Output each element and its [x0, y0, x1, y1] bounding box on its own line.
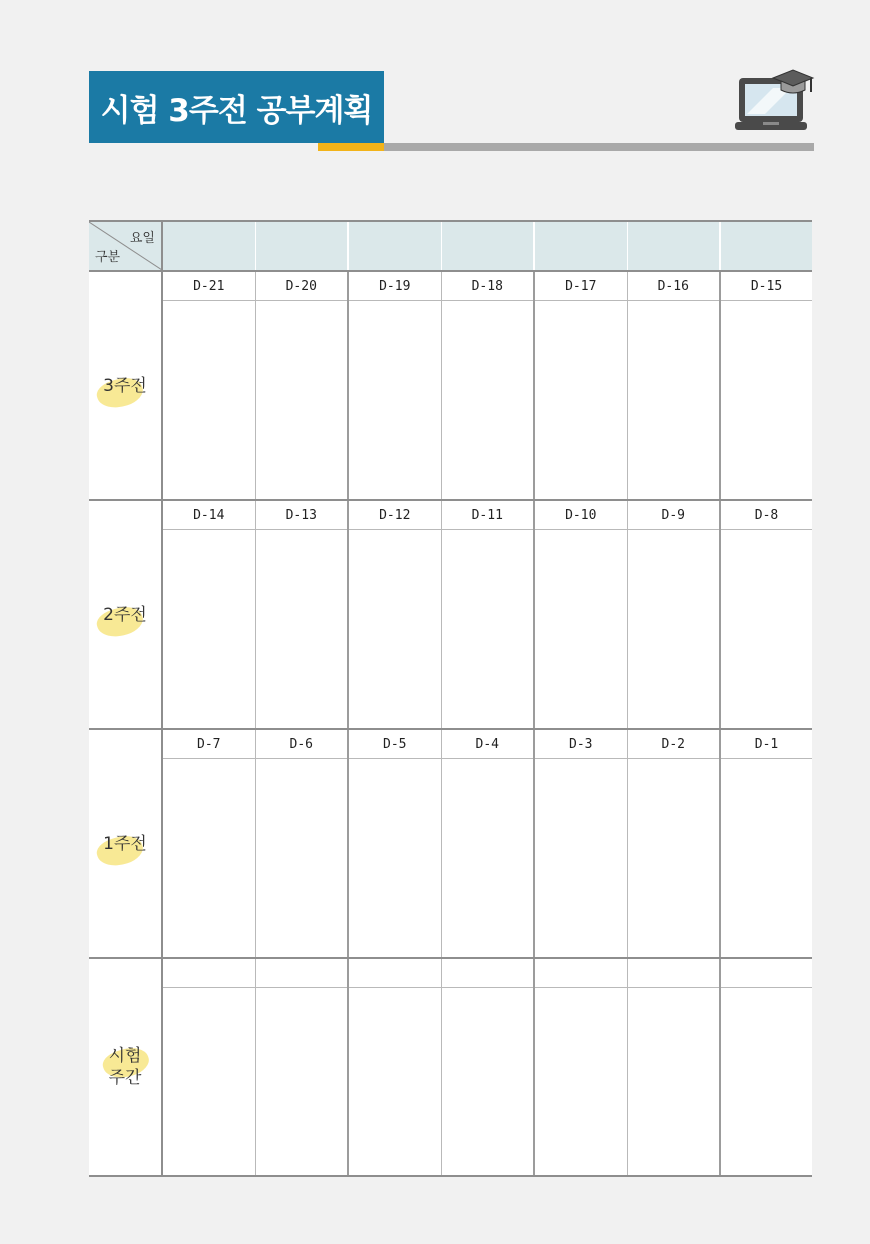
day-countdown-label: D-20: [255, 271, 348, 301]
plan-entry-cell[interactable]: [720, 301, 812, 501]
day-countdown-label: D-3: [534, 729, 627, 759]
day-label-row: [89, 958, 812, 988]
plan-entry-cell[interactable]: [720, 530, 812, 730]
day-countdown-label: [720, 958, 812, 988]
plan-entry-cell[interactable]: [162, 530, 255, 730]
title-underline-rule: [384, 143, 814, 151]
day-countdown-label: D-7: [162, 729, 255, 759]
week-label: [103, 375, 147, 397]
day-countdown-label: [627, 958, 720, 988]
plan-entry-cell[interactable]: [348, 301, 441, 501]
plan-entry-cell[interactable]: [255, 530, 348, 730]
day-countdown-label: [162, 958, 255, 988]
plan-entry-cell[interactable]: [627, 301, 720, 501]
week-label-text: 시험 주간: [108, 1046, 142, 1088]
plan-entry-cell[interactable]: [534, 301, 627, 501]
plan-body-row: [89, 530, 812, 730]
plan-entry-cell[interactable]: [348, 530, 441, 730]
plan-entry-cell[interactable]: [441, 988, 534, 1177]
day-countdown-label: D-21: [162, 271, 255, 301]
day-countdown-label: [348, 958, 441, 988]
page-title: 시험 3주전 공부계획: [89, 71, 384, 143]
day-countdown-label: D-16: [627, 271, 720, 301]
plan-entry-cell[interactable]: [534, 759, 627, 959]
day-countdown-label: [441, 958, 534, 988]
day-countdown-label: [534, 958, 627, 988]
weekday-cell[interactable]: [162, 221, 255, 271]
plan-entry-cell[interactable]: [627, 759, 720, 959]
day-label-row: [89, 500, 812, 530]
weekday-cell[interactable]: [255, 221, 348, 271]
day-countdown-label: D-11: [441, 500, 534, 530]
day-label-row: [89, 271, 812, 301]
day-countdown-label: D-8: [720, 500, 812, 530]
day-countdown-label: D-19: [348, 271, 441, 301]
plan-entry-cell[interactable]: [162, 301, 255, 501]
day-countdown-label: D-17: [534, 271, 627, 301]
week-label-text: 2주전: [103, 604, 147, 625]
plan-entry-cell[interactable]: [720, 759, 812, 959]
plan-body-row: [89, 988, 812, 1177]
plan-entry-cell[interactable]: [627, 530, 720, 730]
plan-entry-cell[interactable]: [162, 759, 255, 959]
weekday-cell[interactable]: [441, 221, 534, 271]
corner-kind-label: 구분: [95, 250, 121, 265]
day-countdown-label: D-14: [162, 500, 255, 530]
day-countdown-label: D-15: [720, 271, 812, 301]
weekday-cell[interactable]: [720, 221, 812, 271]
study-plan-table: [89, 220, 812, 1177]
weekday-cell[interactable]: [534, 221, 627, 271]
week-label-cell: [89, 500, 162, 729]
week-label-text: 1주전: [103, 833, 147, 854]
plan-entry-cell[interactable]: [348, 988, 441, 1177]
day-countdown-label: D-6: [255, 729, 348, 759]
laptop-graduation-cap-icon: [733, 64, 817, 138]
week-label-text: 3주전: [103, 375, 147, 396]
weekday-cell[interactable]: [627, 221, 720, 271]
plan-entry-cell[interactable]: [255, 759, 348, 959]
day-countdown-label: D-10: [534, 500, 627, 530]
plan-body-row: [89, 301, 812, 501]
day-countdown-label: D-4: [441, 729, 534, 759]
plan-entry-cell[interactable]: [441, 530, 534, 730]
day-countdown-label: D-18: [441, 271, 534, 301]
plan-entry-cell[interactable]: [162, 988, 255, 1177]
plan-entry-cell[interactable]: [255, 301, 348, 501]
week-label: [109, 1045, 142, 1089]
day-countdown-label: D-1: [720, 729, 812, 759]
day-countdown-label: D-2: [627, 729, 720, 759]
week-label-cell: [89, 958, 162, 1176]
plan-entry-cell[interactable]: [255, 988, 348, 1177]
plan-entry-cell[interactable]: [441, 759, 534, 959]
plan-entry-cell[interactable]: [534, 530, 627, 730]
plan-entry-cell[interactable]: [534, 988, 627, 1177]
weekday-cell[interactable]: [348, 221, 441, 271]
plan-entry-cell[interactable]: [348, 759, 441, 959]
week-label-cell: [89, 729, 162, 958]
week-label: [103, 604, 147, 626]
week-label-cell: [89, 271, 162, 500]
plan-body-row: [89, 759, 812, 959]
day-countdown-label: [255, 958, 348, 988]
day-countdown-label: D-9: [627, 500, 720, 530]
plan-entry-cell[interactable]: [627, 988, 720, 1177]
week-label: [103, 833, 147, 855]
table-corner-cell: [89, 221, 162, 271]
plan-entry-cell[interactable]: [441, 301, 534, 501]
day-countdown-label: D-12: [348, 500, 441, 530]
corner-day-label: 요일: [129, 231, 155, 246]
day-countdown-label: D-13: [255, 500, 348, 530]
day-label-row: [89, 729, 812, 759]
weekday-header-row: [89, 221, 812, 271]
title-underline-accent: [318, 143, 384, 151]
plan-entry-cell[interactable]: [720, 988, 812, 1177]
day-countdown-label: D-5: [348, 729, 441, 759]
